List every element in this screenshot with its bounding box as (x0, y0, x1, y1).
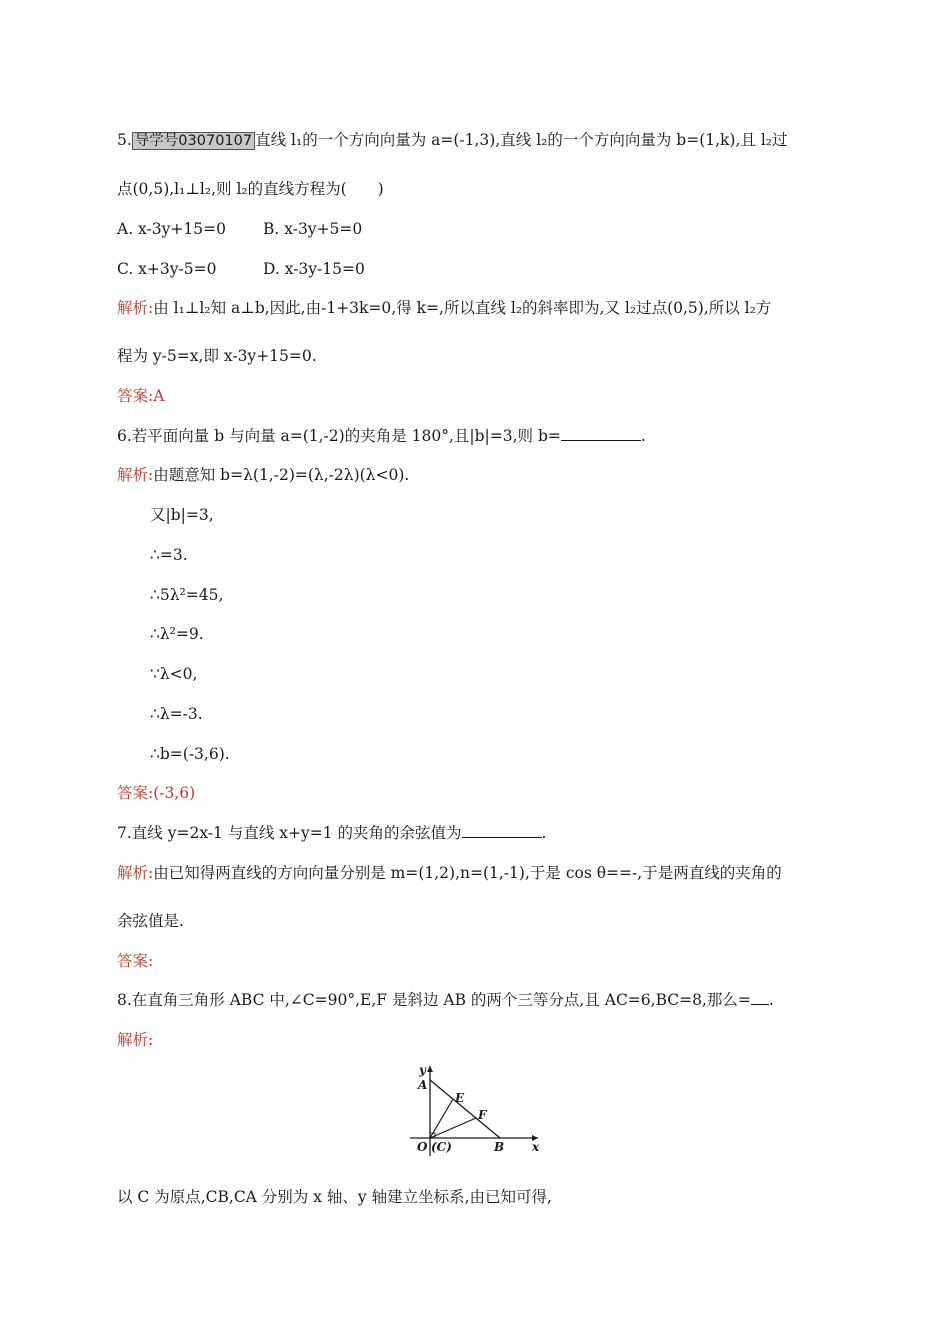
q6-analysis-label: 解析: (117, 466, 154, 484)
q8-analysis-text: 以 C 为原点,CB,CA 分别为 x 轴、y 轴建立坐标系,由已知可得, (117, 1188, 552, 1206)
q8-stem (117, 989, 774, 1011)
q7-answer-blank (462, 822, 542, 838)
point-e-label: E (455, 1091, 465, 1105)
q6-stem-text: 6.若平面向量 b 与向量 a=(1,-2)的夹角是 180°,且|b|=3,则 b= (117, 427, 561, 445)
q5-option-d: D. x-3y-15=0 (263, 260, 365, 278)
q5-option-b: B. x-3y+5=0 (263, 220, 363, 238)
q8-answer-blank (751, 989, 769, 1005)
segment-cf (430, 1118, 476, 1138)
q7-analysis-label: 解析: (117, 864, 154, 882)
q5-analysis-text1: 由 l₁⊥l₂知 a⊥b,因此,由-1+3k=0,得 k=,所以直线 l₂的斜率即为,又 l₂过点(0,5),所以 l₂方 (153, 299, 772, 317)
q5-stem-line2: 点(0,5),l₁⊥l₂,则 l₂的直线方程为( ) (117, 180, 384, 198)
q6-step-3: ∴5λ²=45, (150, 586, 224, 604)
q8-analysis-label: 解析: (117, 1031, 154, 1049)
q6-stem-end: . (640, 427, 646, 445)
q5-text1: 直线 l₁的一个方向向量为 a=(-1,3),直线 l₂的一个方向向量为 b=(1,k),且 l₂过 (255, 131, 788, 149)
hypotenuse-ab (430, 1080, 500, 1138)
q7-stem (117, 822, 546, 844)
q6-step-1: 又|b|=3, (150, 506, 214, 524)
segment-ce (430, 1099, 453, 1138)
q6-stem (117, 425, 646, 447)
point-a-label: A (418, 1078, 428, 1092)
q7-analysis-line1 (117, 862, 782, 884)
point-o-label: O (417, 1140, 428, 1154)
q7-analysis-line2: 余弦值是. (117, 912, 184, 930)
q6-step-4: ∴λ²=9. (150, 625, 204, 643)
q5-analysis-line2: 程为 y-5=x,即 x-3y+15=0. (117, 347, 317, 365)
q6-analysis-text: 由题意知 b=λ(1,-2)=(λ,-2λ)(λ<0). (153, 466, 410, 484)
q5-answer: 答案:A (117, 387, 165, 405)
q5-analysis-line1 (117, 297, 771, 319)
q5-stem-line1 (117, 129, 788, 152)
q6-step-6: ∴λ=-3. (150, 705, 203, 723)
q6-answer-blank (561, 425, 641, 441)
q6-step-2: ∴=3. (150, 546, 188, 564)
q5-number: 5. (117, 131, 132, 149)
q5-option-c: C. x+3y-5=0 (117, 260, 217, 278)
x-axis-label: x (532, 1140, 540, 1154)
q6-step-7: ∴b=(-3,6). (150, 745, 230, 763)
q7-stem-end: . (541, 824, 547, 842)
q8-triangle-figure (408, 1058, 548, 1160)
q5-tag[interactable]: 导学号03070107 (132, 132, 255, 150)
y-axis-label: y (419, 1063, 426, 1077)
q7-answer: 答案: (117, 952, 154, 970)
q6-analysis (117, 464, 409, 486)
q7-analysis-text1: 由已知得两直线的方向向量分别是 m=(1,2),n=(1,-1),于是 cos θ==-,于是两直线的夹角的 (153, 864, 782, 882)
q5-option-a: A. x-3y+15=0 (117, 220, 226, 238)
point-c-label: (C) (431, 1140, 452, 1154)
q5-analysis-label: 解析: (117, 299, 154, 317)
point-b-label: B (494, 1140, 505, 1154)
q7-stem-text: 7.直线 y=2x-1 与直线 x+y=1 的夹角的余弦值为 (117, 824, 462, 842)
q6-step-5: ∵λ<0, (150, 665, 198, 683)
q6-answer: 答案:(-3,6) (117, 784, 196, 802)
q8-stem-text: 8.在直角三角形 ABC 中,∠C=90°,E,F 是斜边 AB 的两个三等分点,且 AC=6,BC=8,那么= (117, 991, 751, 1009)
q8-stem-end: . (768, 991, 774, 1009)
point-f-label: F (478, 1108, 487, 1122)
